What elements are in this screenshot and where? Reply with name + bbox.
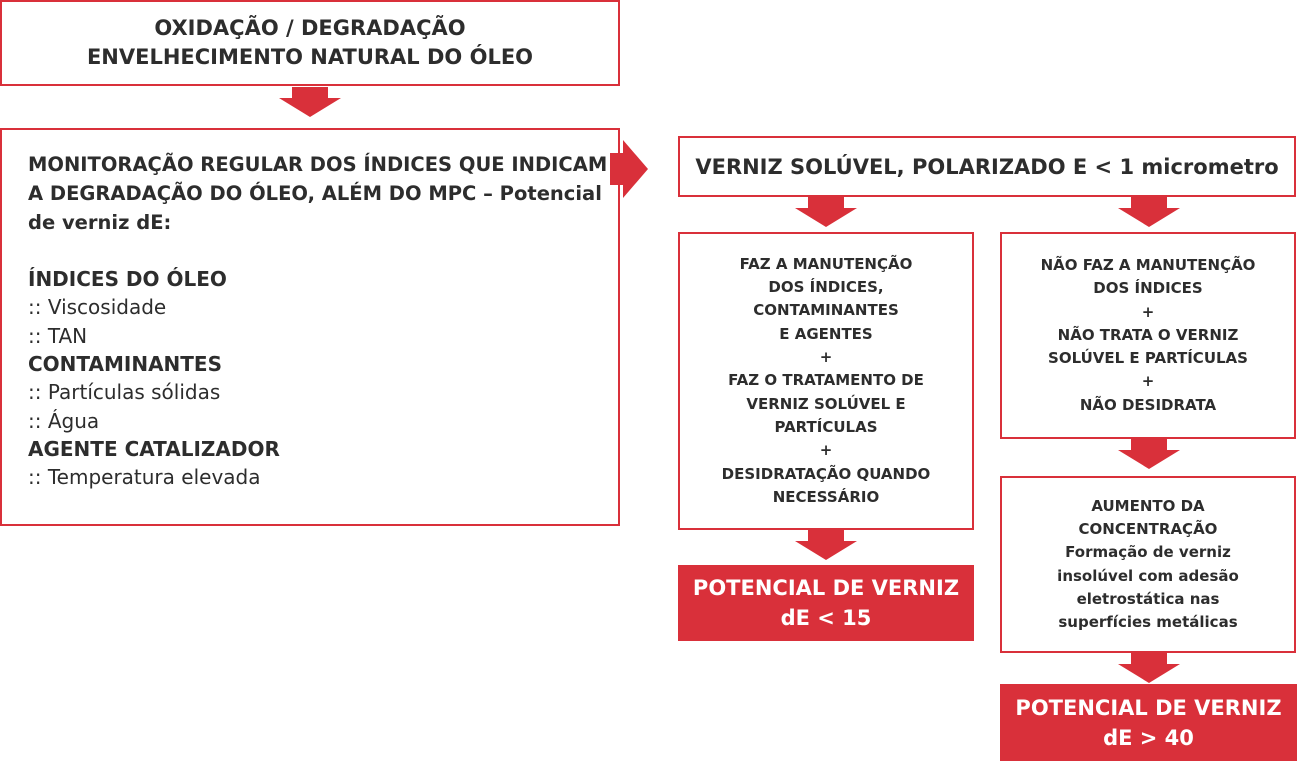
concentration-line: Formação de verniz — [1065, 543, 1231, 562]
no-maintenance-box — [1000, 232, 1296, 439]
section-item: :: Temperatura elevada — [28, 465, 261, 489]
maintenance-line: NECESSÁRIO — [772, 487, 880, 506]
maintenance-line: PARTÍCULAS — [774, 417, 878, 436]
section-item: :: Viscosidade — [28, 295, 167, 319]
oxidation-subtitle: ENVELHECIMENTO NATURAL DO ÓLEO — [86, 45, 534, 69]
maintenance-box — [678, 232, 974, 530]
no-maintenance-line: NÃO DESIDRATA — [1079, 395, 1217, 414]
oxidation-box — [0, 0, 620, 86]
monitoring-box — [0, 128, 620, 526]
oxidation-title: OXIDAÇÃO / DEGRADAÇÃO — [154, 16, 466, 40]
maintenance-line: + — [819, 348, 833, 367]
arrow-down-icon — [1118, 653, 1180, 683]
section-title: AGENTE CATALIZADOR — [28, 437, 280, 461]
arrow-down-icon — [795, 197, 857, 227]
arrow-down-icon — [1118, 439, 1180, 469]
no-maintenance-line: + — [1141, 302, 1155, 321]
concentration-box — [1000, 476, 1296, 653]
maintenance-line: DESIDRATAÇÃO QUANDO — [721, 464, 931, 483]
concentration-line: AUMENTO DA — [1091, 496, 1205, 515]
maintenance-line: FAZ A MANUTENÇÃO — [739, 254, 913, 273]
concentration-line: eletrostática nas — [1076, 589, 1220, 608]
no-maintenance-line: NÃO TRATA O VERNIZ — [1057, 325, 1239, 344]
verniz-box — [678, 136, 1296, 197]
monitoring-intro: MONITORAÇÃO REGULAR DOS ÍNDICES QUE INDICAM A DEGRADAÇÃO DO ÓLEO, ALÉM DO MPC – Potencial de verniz dE: — [28, 153, 608, 234]
maintenance-line: DOS ÍNDICES, — [768, 278, 884, 297]
section-item: :: Água — [28, 408, 100, 433]
result-low-box — [678, 565, 974, 641]
maintenance-line: + — [819, 441, 833, 460]
section-item: :: TAN — [28, 323, 88, 348]
concentration-line: insolúvel com adesão — [1057, 566, 1239, 585]
section-item: :: Partículas sólidas — [28, 380, 221, 404]
maintenance-line: CONTAMINANTES — [753, 301, 899, 320]
section-title: CONTAMINANTES — [28, 352, 222, 376]
section-title: ÍNDICES DO ÓLEO — [28, 267, 227, 291]
maintenance-line: FAZ O TRATAMENTO DE — [728, 371, 924, 390]
arrow-right-icon — [610, 140, 648, 198]
verniz-label: VERNIZ SOLÚVEL, POLARIZADO E < 1 micrometro — [695, 154, 1279, 179]
concentration-line: CONCENTRAÇÃO — [1078, 519, 1218, 538]
no-maintenance-line: NÃO FAZ A MANUTENÇÃO — [1040, 255, 1256, 274]
concentration-line: superfícies metálicas — [1058, 613, 1238, 632]
no-maintenance-line: SOLÚVEL E PARTÍCULAS — [1048, 349, 1248, 368]
no-maintenance-line: DOS ÍNDICES — [1093, 279, 1203, 298]
arrow-down-icon — [279, 87, 341, 117]
result-low-title: POTENCIAL DE VERNIZ — [692, 576, 960, 600]
result-high-title: POTENCIAL DE VERNIZ — [1015, 695, 1282, 720]
arrow-down-icon — [795, 530, 857, 560]
maintenance-line: E AGENTES — [779, 324, 873, 343]
result-high-value: dE > 40 — [1103, 725, 1194, 750]
maintenance-line: VERNIZ SOLÚVEL E — [746, 394, 906, 413]
arrow-down-icon — [1118, 197, 1180, 227]
no-maintenance-line: + — [1141, 372, 1155, 391]
result-low-value: dE < 15 — [780, 606, 872, 630]
result-high-box — [1000, 684, 1297, 761]
